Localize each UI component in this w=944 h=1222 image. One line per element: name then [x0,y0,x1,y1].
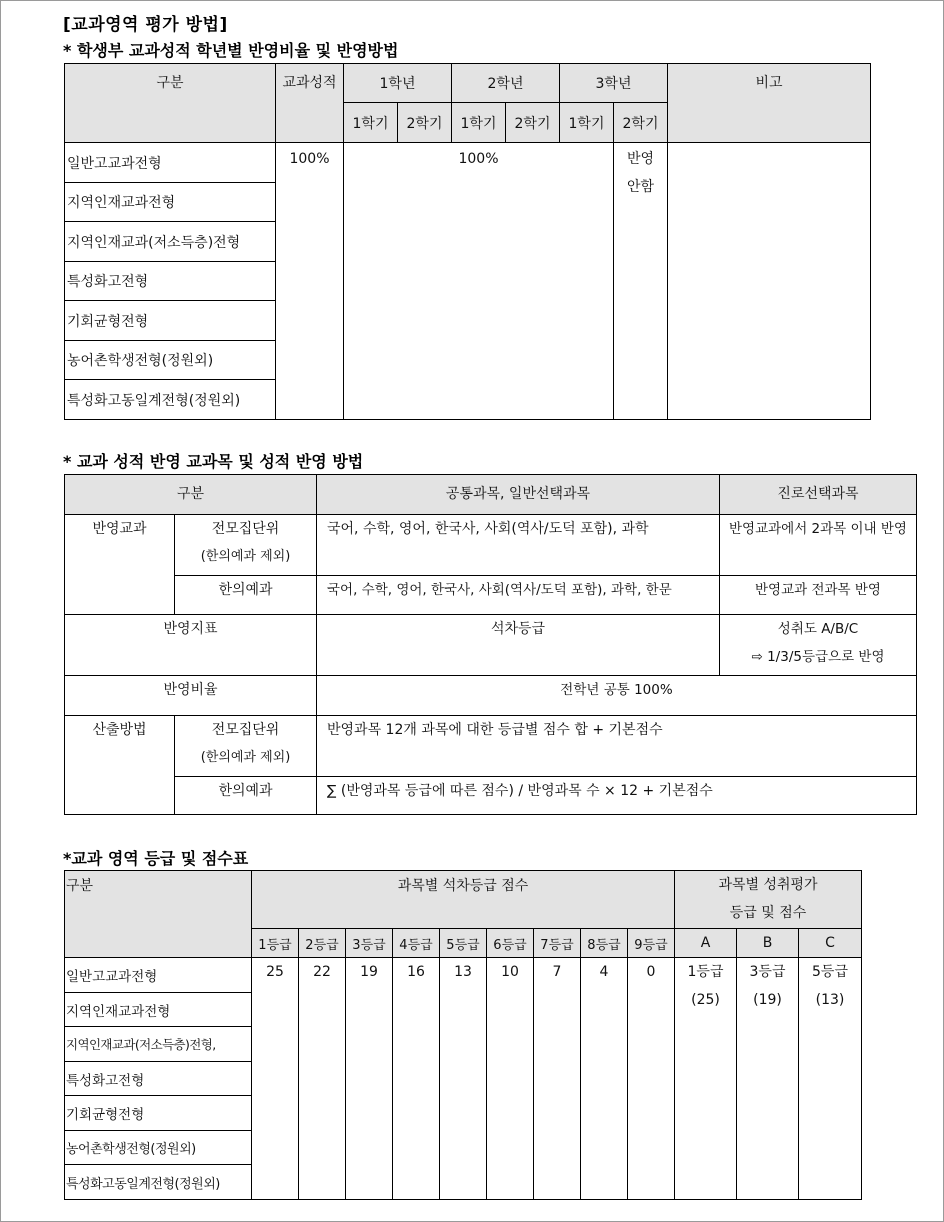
calc-all-units-label [175,716,317,777]
reflect-subjects-label: 반영교과 [65,515,175,615]
header-achievement-line2: 등급 및 점수 [729,905,807,921]
subject-method-table [64,474,917,815]
header-grades: 교과성적 [276,64,344,143]
admission-type-row: 특성화고동일계전형(정원외) [65,380,276,420]
section1-heading: * 학생부 교과성적 학년별 반영비율 및 반영방법 [63,41,399,60]
achievement-grade: 5등급 [812,964,848,980]
admission-type-row: 지역인재교과(저소득층)전형 [65,222,276,262]
achievement-points: (25) [691,992,720,1008]
achievement-grade: 1등급 [687,964,724,980]
admission-type-row: 특성화고동일계전형(정원외) [65,1165,252,1200]
calc-oriental-medicine-label: 한의예과 [175,777,317,815]
rank-grade-label: 2등급 [299,929,346,958]
calc-all-units-formula: 반영과목 12개 과목에 대한 등급별 점수 합 + 기본점수 [317,716,917,777]
all-units-career-subjects: 반영교과에서 2과목 이내 반영 [720,515,917,576]
reflect-ratio-label: 반영비율 [65,676,317,716]
header-rank-points: 과목별 석차등급 점수 [252,871,675,929]
years-value: 100% [344,143,614,420]
achievement-grade-points [737,958,799,1200]
achievement-label: A [675,929,737,958]
header-category: 구분 [65,475,317,515]
admission-type-row: 지역인재교과전형 [65,993,252,1027]
rank-grade-label: 5등급 [440,929,487,958]
header-career-subjects: 진로선택과목 [720,475,917,515]
note-cell [668,143,871,420]
header-y2-sem2: 2학기 [506,103,560,143]
rank-grade-points: 16 [393,958,440,1200]
header-y3-sem1: 1학기 [560,103,614,143]
achievement-grade-points [799,958,862,1200]
admission-type-row: 기회균형전형 [65,1096,252,1131]
achievement-label: C [799,929,862,958]
not-reflected-line1: 반영 [626,151,655,167]
header-y1-sem2: 2학기 [398,103,452,143]
grade-points-table [64,870,862,1200]
third-year-sem2-value [614,143,668,420]
grades-value: 100% [276,143,344,420]
not-reflected-line2: 안함 [626,179,655,195]
page-title: [교과영역 평가 방법] [63,15,228,35]
all-units-label [175,515,317,576]
admission-type-row: 농어촌학생전형(정원외) [65,1131,252,1165]
all-units-line1: 전모집단위 [211,521,280,537]
reflect-ratio-value: 전학년 공통 100% [317,676,917,716]
all-units-line2: (한의예과 제외) [200,549,291,564]
achievement-grade-points [675,958,737,1200]
admission-type-row: 지역인재교과전형 [65,183,276,222]
admission-type-row: 기회균형전형 [65,301,276,341]
reflect-index-career [720,615,917,676]
oriental-medicine-common-subjects: 국어, 수학, 영어, 한국사, 사회(역사/도덕 포함), 과학, 한문 [317,576,720,615]
header-y3-sem2: 2학기 [614,103,668,143]
header-year2: 2학년 [452,64,560,103]
rank-grade-label: 3등급 [346,929,393,958]
reflect-index-common: 석차등급 [317,615,720,676]
calc-method-label: 산출방법 [65,716,175,815]
achievement-grade: 3등급 [749,964,786,980]
rank-grade-points: 4 [581,958,628,1200]
rank-grade-label: 7등급 [534,929,581,958]
header-category: 구분 [65,871,252,958]
section2-heading: * 교과 성적 반영 교과목 및 성적 반영 방법 [63,452,364,471]
header-common-subjects: 공통과목, 일반선택과목 [317,475,720,515]
reflect-index-career-line1: 성취도 A/B/C [777,621,859,637]
rank-grade-points: 0 [628,958,675,1200]
header-achievement-line1: 과목별 성취평가 [718,877,818,893]
section3-heading: *교과 영역 등급 및 점수표 [63,849,249,868]
calc-all-units-line1: 전모집단위 [211,722,280,738]
calc-all-units-line2: (한의예과 제외) [200,750,291,765]
rank-grade-points: 10 [487,958,534,1200]
admission-type-row: 지역인재교과(저소득층)전형, [65,1027,252,1062]
rank-grade-points: 19 [346,958,393,1200]
reflect-index-career-line2: ⇨ 1/3/5등급으로 반영 [751,649,885,665]
admission-type-row: 농어촌학생전형(정원외) [65,341,276,380]
year-ratio-table [64,63,871,420]
header-year3: 3학년 [560,64,668,103]
admission-type-row: 일반고교과전형 [65,958,252,993]
rank-grade-label: 9등급 [628,929,675,958]
rank-grade-label: 4등급 [393,929,440,958]
rank-grade-points: 22 [299,958,346,1200]
admission-type-row: 특성화고전형 [65,262,276,301]
header-y2-sem1: 1학기 [452,103,506,143]
oriental-medicine-label: 한의예과 [175,576,317,615]
rank-grade-label: 1등급 [252,929,299,958]
oriental-medicine-career-subjects: 반영교과 전과목 반영 [720,576,917,615]
rank-grade-points: 25 [252,958,299,1200]
achievement-label: B [737,929,799,958]
rank-grade-label: 8등급 [581,929,628,958]
header-category: 구분 [65,64,276,143]
calc-oriental-medicine-formula: ∑ (반영과목 등급에 따른 점수) / 반영과목 수 × 12 + 기본점수 [317,777,917,815]
admission-type-row: 특성화고전형 [65,1062,252,1096]
reflect-index-label: 반영지표 [65,615,317,676]
rank-grade-points: 7 [534,958,581,1200]
rank-grade-points: 13 [440,958,487,1200]
header-year1: 1학년 [344,64,452,103]
achievement-points: (19) [753,992,782,1008]
rank-grade-label: 6등급 [487,929,534,958]
achievement-points: (13) [815,992,845,1008]
header-y1-sem1: 1학기 [344,103,398,143]
header-note: 비고 [668,64,871,143]
admission-type-row: 일반고교과전형 [65,143,276,183]
header-achievement [675,871,862,929]
all-units-common-subjects: 국어, 수학, 영어, 한국사, 사회(역사/도덕 포함), 과학 [317,515,720,576]
